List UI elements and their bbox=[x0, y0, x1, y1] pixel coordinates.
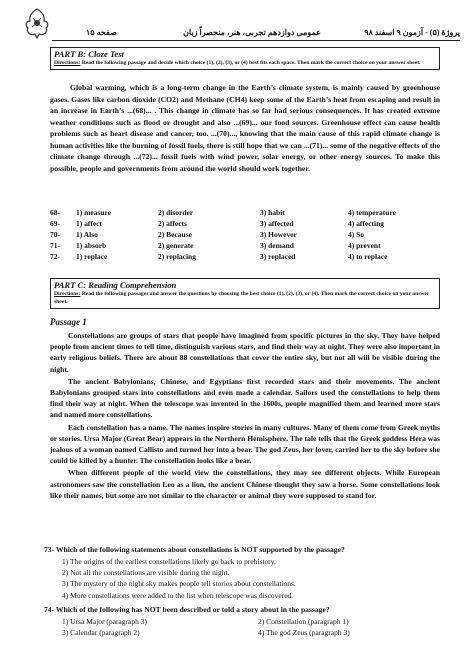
answer-choice[interactable]: 4) to replace bbox=[348, 252, 388, 261]
question-number: 71- bbox=[50, 241, 60, 250]
directions-label: Directions: bbox=[54, 60, 81, 66]
answer-choice[interactable]: 4) More constellations were added to the list when telescope was discovered. bbox=[62, 590, 294, 600]
question-stem: 74- Which of the following has NOT been described or told a story about in the passage? bbox=[44, 605, 330, 614]
question-choices bbox=[62, 617, 452, 639]
answer-choice[interactable]: 1) affect bbox=[76, 219, 103, 228]
section-directions bbox=[54, 59, 436, 67]
option-row bbox=[50, 252, 442, 263]
passage-paragraph: Each constellation has a name. The names inspire stories in many cultures. Many of them come from Greek myths or stories. Ursa Major (Great Bear) appears in the Northern Hemisphere. The tale tells that the Greek goddess Hera was jealous of a woman named Callisto and turned her into a bear. The god Zeus, her lover, carried her to the sky before she could be killed by a hunter. The constellation looks like a bear. bbox=[50, 422, 440, 466]
answer-choice[interactable]: 4) affecting bbox=[348, 219, 385, 228]
passage-paragraph: Constellations are groups of stars that people have imagined from specific pictures in the sky. They have helped people from ancient times to tell time, distinguish various stars, and find their way at night. They were also important in early religious beliefs. There are about 88 constellations that cover the entire sky, but not all will be visible during the night. bbox=[50, 331, 440, 374]
answer-choice[interactable]: 1) measure bbox=[76, 208, 112, 217]
passage-paragraph: When different people of the world view the constellations, they may see different objects. While European astronomers saw the constellation Leo as a lion, the ancient Chinese thought they saw a horse. Some constellations look like their names, but some are not similar to the character or animal they were supposed to stand for. bbox=[50, 468, 440, 500]
question-stem: 73- Which of the following statements about constellations is NOT supported by the passage? bbox=[44, 545, 345, 554]
question-number: 70- bbox=[50, 230, 60, 239]
cloze-passage bbox=[50, 82, 440, 174]
answer-choice[interactable]: 1) absorb bbox=[76, 241, 107, 250]
answer-choice[interactable]: 4) prevent bbox=[348, 241, 381, 250]
section-title: PART B: Cloze Test bbox=[54, 49, 124, 59]
directions-text: Read the following passage and decide which choice (1), (2), (3), or (4) best fits each space. Then mark the correct choice on your answer sheet. bbox=[80, 60, 421, 66]
answer-choice[interactable]: 2) Because bbox=[158, 230, 192, 239]
header-divider bbox=[52, 40, 460, 41]
page-number: صفحه ۱۵ bbox=[86, 28, 117, 37]
passage-title: Passage 1 bbox=[50, 317, 87, 327]
reading-section-header bbox=[50, 278, 440, 309]
answer-choice[interactable]: 3) affected bbox=[260, 219, 294, 228]
answer-choice[interactable]: 1) Also bbox=[76, 230, 98, 239]
answer-choice[interactable]: 2) disorder bbox=[158, 208, 194, 217]
question-number: 69- bbox=[50, 219, 60, 228]
answer-choice[interactable]: 2) Constellation (paragraph 1) bbox=[258, 617, 349, 626]
answer-choice[interactable]: 3) habit bbox=[260, 208, 285, 217]
passage-paragraph: Global warming, which is a long-term change in the Earth’s climate system, is mainly caused by greenhouse gases. Gases like carbon dioxide (CO2) and Methane (CH4) keep some of the Earth’s heat from escaping and result in an increase in Earth’s ...(68)... . This change in climate has so far had serious consequences. It has created extreme weather conditions such as flood or drought and also ...(69)... our food sources. Greenhouse effect can cause health problems such as heart disease and cancer, too. ...(70)..., knowing that the main cause of this rapid climate change is human activities like the burning of fossil fuels, there is still hope that we can ...(71)... some of the negative effects of the climate change through ...(72)... fossil fuels with wind power, solar energy, or other energy sources. To make this possible, people and governments from around the world should work together. bbox=[50, 83, 440, 173]
section-directions bbox=[54, 290, 436, 306]
directions-text: Read the following passages and answer the questions by choosing the best choice (1), (2), (3), or (4). Then mark the correct choice on your answer sheet. bbox=[54, 291, 430, 305]
answer-choice[interactable]: 2) generate bbox=[158, 241, 194, 250]
question-number: 72- bbox=[50, 252, 60, 261]
answer-choice[interactable]: 3) replaced bbox=[260, 252, 296, 261]
answer-choice[interactable]: 1) Ursa Major (paragraph 3) bbox=[62, 617, 147, 626]
answer-choice[interactable]: 1) The origins of the earliest constellations likely go back to prehistory. bbox=[62, 557, 276, 566]
question-number: 68- bbox=[50, 208, 60, 217]
exam-title: عمومی دوازدهم تجربی، هنر، منحصراً زبان bbox=[183, 28, 321, 37]
passage-paragraph: The ancient Babylonians, Chinese, and Egyptians first recorded stars and their movements. The ancient Babylonians grouped stars into constellations and even made a calendar. Sailors used the constellations to help them find their way at night. When the telescope was invented in the 1600s, people magnified them and learned more stars and named more constellations. bbox=[50, 376, 440, 420]
answer-choice[interactable]: 3) Calendar (paragraph 2) bbox=[62, 628, 140, 638]
option-row bbox=[50, 219, 442, 230]
answer-choice[interactable]: 3) The mystery of the night sky makes people tell stories about constellations. bbox=[62, 579, 296, 589]
question-choices bbox=[62, 556, 452, 601]
answer-choice[interactable]: 2) affects bbox=[158, 219, 187, 228]
cloze-section-header bbox=[50, 47, 440, 70]
answer-choice[interactable]: 3) demand bbox=[260, 241, 294, 250]
answer-choice[interactable]: 2) Not all the constellations are visible during the night. bbox=[62, 568, 230, 578]
cloze-options bbox=[50, 208, 442, 263]
answer-choice[interactable]: 1) replace bbox=[76, 252, 108, 261]
answer-choice[interactable]: 2) replacing bbox=[158, 252, 196, 261]
answer-choice[interactable]: 3) However bbox=[260, 230, 297, 239]
answer-choice[interactable]: 4) The god Zeus (paragraph 3) bbox=[258, 628, 350, 638]
option-row bbox=[50, 241, 442, 252]
directions-label: Directions: bbox=[54, 291, 81, 297]
section-title: PART C: Reading Comprehension bbox=[54, 280, 177, 290]
option-row bbox=[50, 230, 442, 241]
answer-choice[interactable]: 4) So bbox=[348, 230, 365, 239]
page-header bbox=[22, 6, 460, 42]
project-label: پروژهٔ (۵) - آزمون ۹ اسفند ۹۸ bbox=[364, 28, 460, 37]
reading-passage bbox=[50, 330, 440, 502]
option-row bbox=[50, 208, 442, 219]
publisher-logo-icon bbox=[22, 6, 52, 40]
answer-choice[interactable]: 4) temperature bbox=[348, 208, 396, 217]
